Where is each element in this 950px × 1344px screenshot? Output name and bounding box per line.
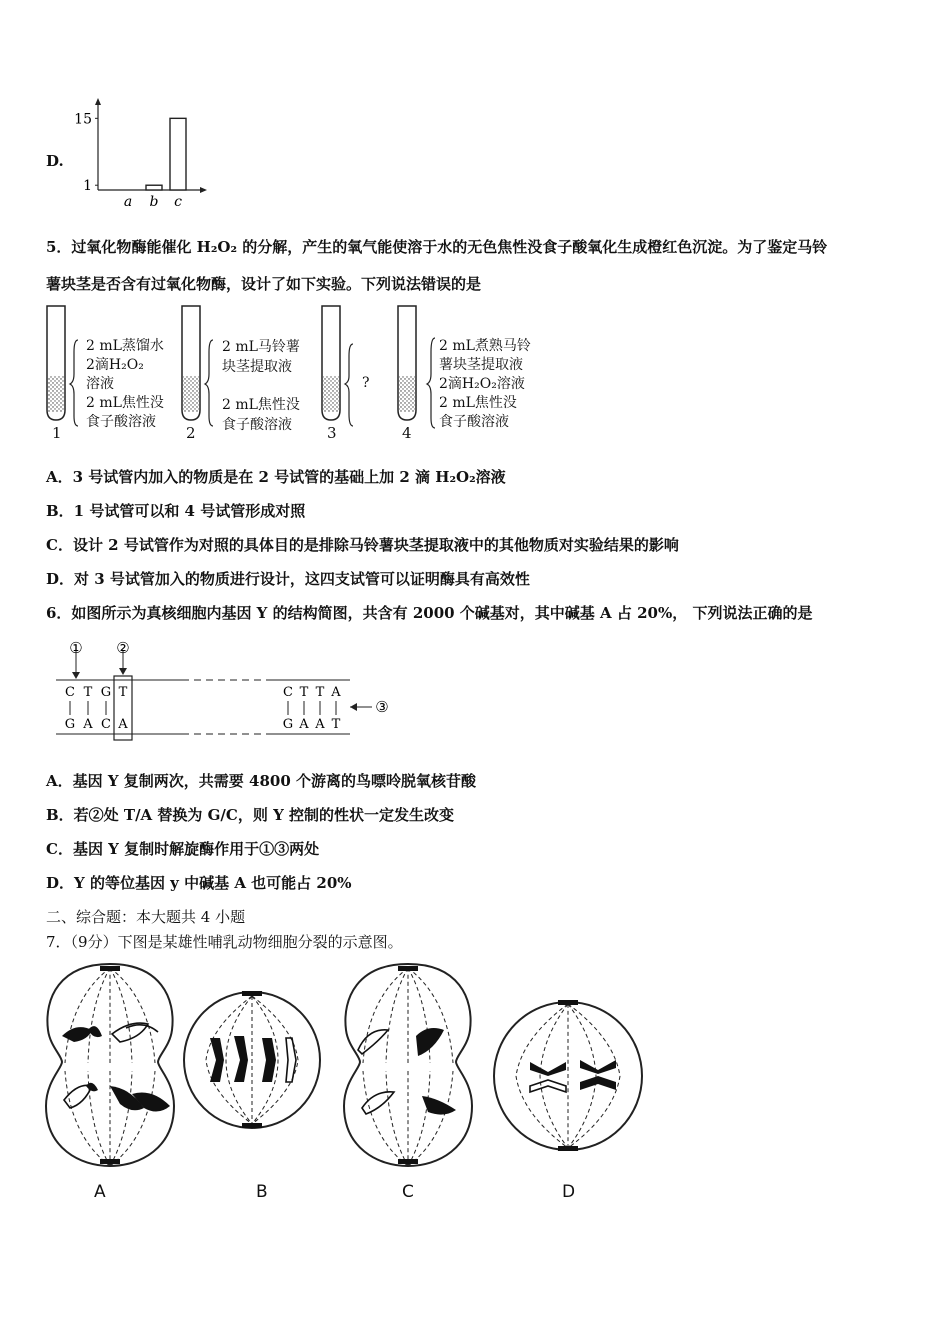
base: T [83, 685, 93, 700]
q6-option-b: B．若②处 T/A 替换为 G/C，则 Y 控制的性状一定发生改变 [46, 806, 455, 824]
cell-label-c: C [402, 1182, 414, 1202]
q6-stem: 6．如图所示为真核细胞内基因 Y 的结构简图，共含有 2000 个碱基对，其中碱基 A 占 20%， 下列说法正确的是 [46, 604, 813, 622]
base: A [83, 717, 93, 732]
q6-option-a: A．基因 Y 复制两次，共需要 4800 个游离的鸟嘌呤脱氧核苷酸 [46, 772, 476, 790]
y-tick-label: 1 [83, 178, 92, 195]
base: A [299, 717, 309, 732]
q5-stem-line1: 5．过氧化物酶能催化 H₂O₂ 的分解，产生的氧气能使溶于水的无色焦性没食子酸氧化生成橙红色沉淀。为了鉴定马铃 [46, 238, 828, 256]
base: T [315, 685, 325, 700]
cell-label-a: A [94, 1182, 106, 1202]
y-tick-label: 15 [74, 111, 92, 128]
x-axis-arrow [200, 187, 207, 193]
base: C [101, 717, 111, 732]
tube-2-labels: 2 mL马铃薯 块茎提取液 2 mL焦性没 食子酸溶液 [222, 339, 300, 433]
q7-stem: 7．（9分）下图是某雄性哺乳动物细胞分裂的示意图。 [46, 933, 403, 951]
q5-option-b: B．1 号试管可以和 4 号试管形成对照 [46, 502, 306, 520]
q6-option-c: C．基因 Y 复制时解旋酶作用于①③两处 [46, 840, 320, 858]
bar-c [170, 118, 186, 190]
tube-1-labels: 2 mL蒸馏水 2滴H₂O₂ 溶液 2 mL焦性没 食子酸溶液 [86, 338, 164, 430]
base: A [118, 717, 128, 732]
marker-1: ① [69, 639, 83, 657]
tube-number-4: 4 [402, 424, 412, 442]
q4-bar-chart [70, 98, 210, 213]
q6-gene-structure-diagram [50, 636, 400, 746]
q5-option-a: A．3 号试管内加入的物质是在 2 号试管的基础上加 2 滴 H₂O₂溶液 [46, 468, 506, 486]
base: C [283, 685, 293, 700]
cell-c [344, 964, 472, 1166]
category-label-c: c [174, 194, 182, 210]
q5-option-d: D．对 3 号试管加入的物质进行设计，这四支试管可以证明酶具有高效性 [46, 570, 530, 588]
test-tube-4 [398, 306, 435, 428]
base: G [64, 717, 76, 732]
cell-b [184, 991, 320, 1128]
base: T [299, 685, 309, 700]
marker-2: ② [116, 639, 130, 657]
cell-label-d: D [562, 1182, 576, 1202]
base: C [65, 685, 75, 700]
base: G [282, 717, 294, 732]
base: G [100, 685, 112, 700]
cell-a [46, 964, 174, 1166]
tube-number-2: 2 [186, 424, 196, 442]
section2-heading: 二、综合题：本大题共 4 小题 [46, 908, 246, 926]
test-tube-3 [322, 306, 353, 426]
base: T [331, 717, 341, 732]
test-tube-1 [47, 306, 78, 426]
q4-option-d-label: D. [46, 152, 64, 170]
marker-3: ③ [375, 698, 389, 716]
tube-number-1: 1 [52, 424, 62, 442]
q5-stem-line2: 薯块茎是否含有过氧化物酶，设计了如下实验。下列说法错误的是 [46, 275, 482, 293]
base: A [331, 685, 341, 700]
test-tube-2 [182, 306, 213, 426]
q6-option-d: D．Y 的等位基因 y 中碱基 A 也可能占 20% [46, 874, 352, 892]
tube-number-3: 3 [327, 424, 337, 442]
category-label-a: a [123, 194, 133, 210]
cell-label-b: B [256, 1182, 268, 1202]
base: A [315, 717, 325, 732]
category-label-b: b [149, 194, 159, 210]
y-axis-arrow [95, 98, 101, 105]
q7-cell-division-diagram [40, 958, 660, 1208]
tube-4-labels: 2 mL煮熟马铃 薯块茎提取液 2滴H₂O₂溶液 2 mL焦性没 食子酸溶液 [439, 338, 531, 430]
base: T [118, 685, 128, 700]
q5-option-c: C．设计 2 号试管作为对照的具体目的是排除马铃薯块茎提取液中的其他物质对实验结果的影响 [46, 536, 679, 554]
bar-b [146, 185, 162, 190]
cell-d [494, 1000, 642, 1151]
tube-3-labels: ? [362, 375, 370, 391]
